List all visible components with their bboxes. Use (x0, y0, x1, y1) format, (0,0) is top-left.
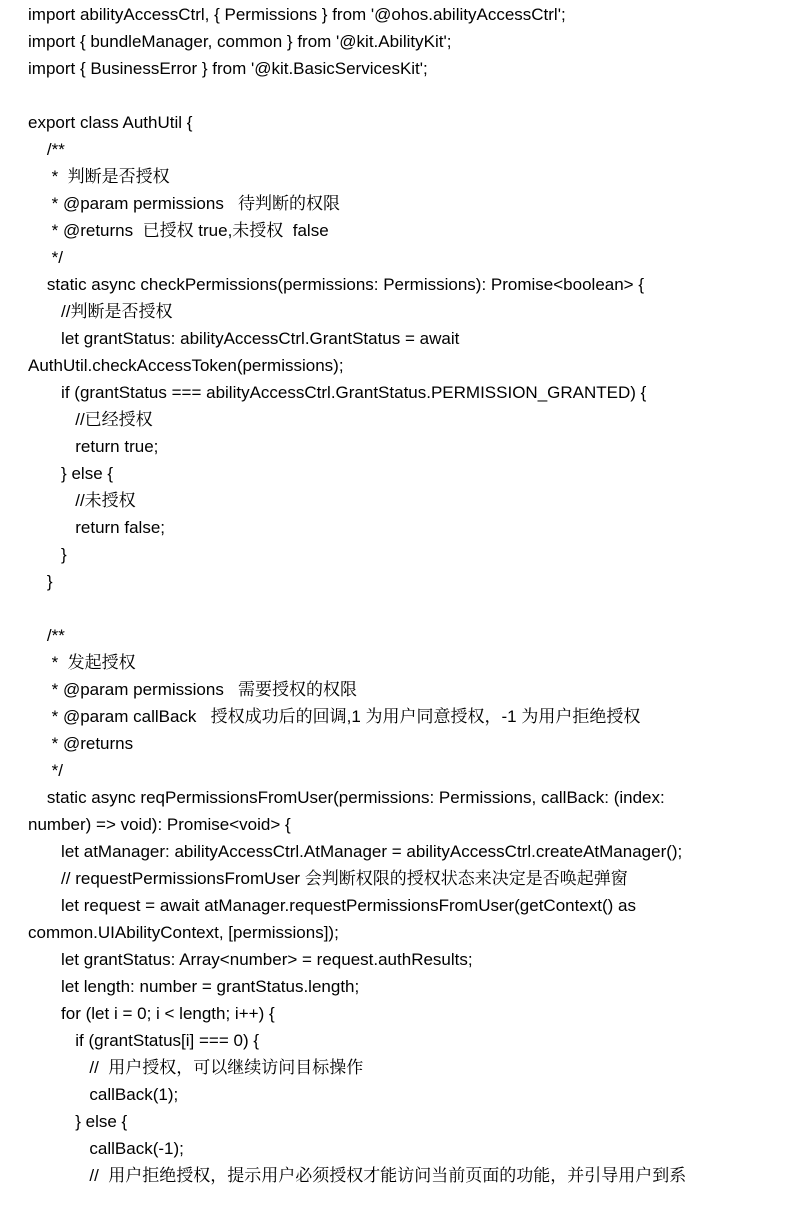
code-line: let grantStatus: Array<number> = request.authResults; (28, 950, 473, 969)
code-line: AuthUtil.checkAccessToken(permissions); (28, 356, 344, 375)
code-line: for (let i = 0; i < length; i++) { (28, 1004, 275, 1023)
code-line: */ (28, 248, 63, 267)
code-line: import { BusinessError } from '@kit.BasicServicesKit'; (28, 59, 428, 78)
code-line: callBack(1); (28, 1085, 179, 1104)
code-line: //已经授权 (28, 410, 153, 429)
code-line: return false; (28, 518, 165, 537)
code-line: } else { (28, 1112, 128, 1131)
code-line: if (grantStatus === abilityAccessCtrl.GrantStatus.PERMISSION_GRANTED) { (28, 383, 647, 402)
code-line: static async checkPermissions(permissions: Permissions): Promise<boolean> { (28, 275, 645, 294)
code-line: } (28, 545, 67, 564)
code-line: } else { (28, 464, 114, 483)
code-line: let length: number = grantStatus.length; (28, 977, 360, 996)
code-line: * @param permissions 待判断的权限 (28, 194, 340, 213)
code-line: number) => void): Promise<void> { (28, 815, 291, 834)
code-line: let grantStatus: abilityAccessCtrl.GrantStatus = await (28, 329, 460, 348)
code-line: // 用户授权，可以继续访问目标操作 (28, 1058, 364, 1077)
code-line: * 发起授权 (28, 653, 136, 672)
code-line: common.UIAbilityContext, [permissions]); (28, 923, 339, 942)
code-line: callBack(-1); (28, 1139, 184, 1158)
code-line: } (28, 572, 53, 591)
code-line (28, 82, 772, 109)
code-line: * 判断是否授权 (28, 167, 170, 186)
code-line: import abilityAccessCtrl, { Permissions } from '@ohos.abilityAccessCtrl'; (28, 5, 566, 24)
code-line: // requestPermissionsFromUser 会判断权限的授权状态来决定是否唤起弹窗 (28, 869, 628, 888)
code-line: let atManager: abilityAccessCtrl.AtManager = abilityAccessCtrl.createAtManager(); (28, 842, 683, 861)
code-line: return true; (28, 437, 159, 456)
code-line: if (grantStatus[i] === 0) { (28, 1031, 260, 1050)
code-line: */ (28, 761, 63, 780)
code-line: /** (28, 626, 65, 645)
code-line: export class AuthUtil { (28, 113, 193, 132)
code-line: //未授权 (28, 491, 136, 510)
code-line: * @param permissions 需要授权的权限 (28, 680, 357, 699)
code-line (28, 595, 772, 622)
code-line: /** (28, 140, 65, 159)
code-line: //判断是否授权 (28, 302, 173, 321)
code-line: static async reqPermissionsFromUser(permissions: Permissions, callBack: (index: (28, 788, 665, 807)
code-line: let request = await atManager.requestPermissionsFromUser(getContext() as (28, 896, 636, 915)
code-line: import { bundleManager, common } from '@kit.AbilityKit'; (28, 32, 452, 51)
code-line: * @returns 已授权 true,未授权 false (28, 221, 329, 240)
code-line: // 用户拒绝授权，提示用户必须授权才能访问当前页面的功能，并引导用户到系 (28, 1166, 687, 1185)
code-line: * @param callBack 授权成功后的回调,1 为用户同意授权，-1 为用户拒绝授权 (28, 707, 641, 726)
code-line: * @returns (28, 734, 134, 753)
